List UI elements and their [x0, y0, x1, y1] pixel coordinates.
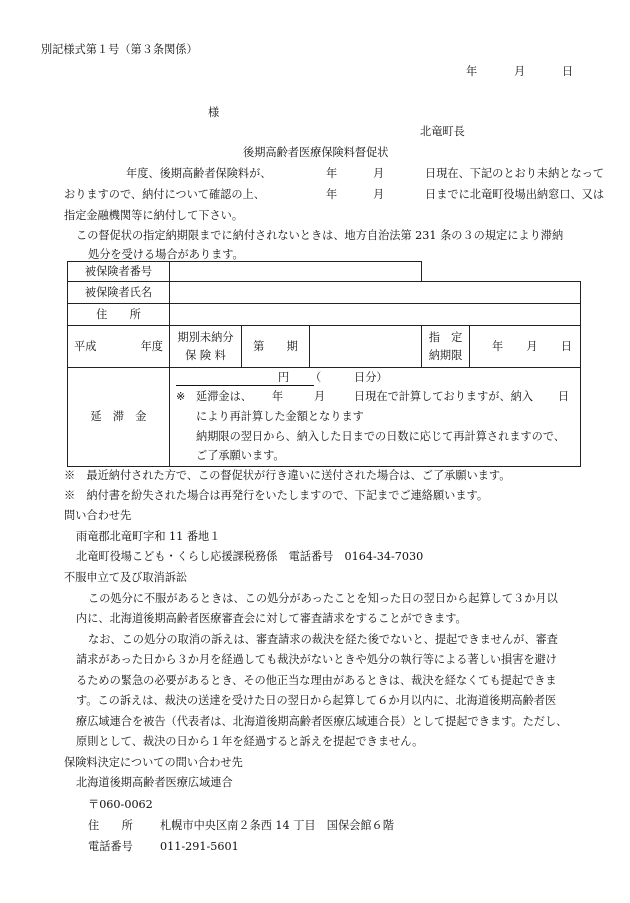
heisei-label: 平成 — [74, 339, 97, 353]
designated-due-label — [422, 326, 470, 368]
late-note-mark: ※ — [176, 390, 186, 403]
premium-contact-address: 札幌市中央区南２条西 14 丁目 国保会館６階 — [160, 819, 394, 832]
unpaid-premium-label — [170, 326, 242, 368]
form-number: 別記様式第１号（第３条関係） — [41, 43, 198, 56]
late-fee-yen: 円 — [278, 371, 290, 384]
address-label: 住 所 — [68, 304, 170, 326]
late-note-month: 月 — [314, 390, 326, 403]
designated-due-label-1: 指 定 — [428, 330, 463, 344]
insured-name-value — [170, 282, 581, 304]
late-fee-paren: （ — [310, 371, 322, 384]
date-year-label: 年 — [466, 65, 478, 78]
appeal-p1-line1: この処分に不服があるときは、この処分があったことを知った日の翌日から起算して３か月以 — [88, 592, 558, 605]
premium-contact-address-label: 住 所 — [88, 819, 133, 832]
premium-contact-phone: 011-291-5601 — [160, 840, 239, 853]
intro-line3: 指定金融機関等に納付して下さい。 — [64, 209, 244, 222]
delinquency-notice-line1: この督促状の指定納期限までに納付されないときは、地方自治法第 231 条の３の規定により滞納 — [76, 229, 564, 242]
contact-heading: 問い合わせ先 — [64, 509, 132, 522]
note-recent-payment: ※ 最近納付された方で、この督促状が行き違いに送付された場合は、ご了承願います。 — [64, 469, 511, 482]
fiscal-year-cell — [68, 326, 170, 368]
fiscal-year-label: 年度 — [140, 339, 163, 353]
addressee-honorific: 様 — [208, 106, 220, 119]
document-title: 後期高齢者医療保険料督促状 — [243, 146, 389, 159]
period-amount — [310, 326, 422, 368]
appeal-heading: 不服申立て及び取消訴訟 — [64, 571, 188, 584]
issuer-name: 北竜町長 — [420, 125, 465, 138]
insured-number-value — [170, 262, 422, 282]
intro-line2-b: 日までに北竜町役場出納窓口、又は — [425, 188, 605, 201]
contact-office: 北竜町役場こども・くらし応援課税務係 電話番号 0164-34-7030 — [76, 550, 424, 563]
insured-number-label: 被保険者番号 — [68, 262, 170, 282]
appeal-p2-line1: なお、この処分の取消の訴えは、審査請求の裁決を経た後でないと、提起できませんが、審査 — [88, 633, 558, 646]
delinquency-notice-line2: 処分を受ける場合があります。 — [88, 248, 244, 261]
appeal-p2-line3: るための緊急の必要があるとき、その他正当な理由があるときは、裁決を経なくても提起できま — [76, 674, 557, 687]
premium-contact-postal: 〒060-0062 — [88, 798, 153, 811]
insured-name-label: 被保険者氏名 — [68, 282, 170, 304]
intro-line2-a: おりますので、納付について確認の上、 — [64, 188, 265, 201]
late-note-day: 日 — [558, 390, 570, 403]
appeal-p2-line2: 請求があった日から３か月を経過しても裁決がないときや処分の執行等による著しい損害を避け — [76, 653, 557, 666]
period-label: 第 期 — [242, 326, 310, 368]
due-month-label: 月 — [526, 339, 538, 353]
intro-line1-year: 年 — [326, 167, 338, 180]
date-month-label: 月 — [514, 65, 526, 78]
late-fee-days: 日分） — [354, 371, 388, 384]
appeal-p1-line2: 内に、北海道後期高齢者医療審査会に対して審査請求をすることができます。 — [76, 612, 467, 625]
intro-line1-b: 日現在、下記のとおり未納となって — [425, 167, 605, 180]
note-lost-slip: ※ 納付書を紛失された場合は再発行をいたしますので、下記までご連絡願います。 — [64, 489, 489, 502]
late-note-a: 延滞金は、 — [196, 390, 252, 403]
intro-line2-month: 月 — [373, 188, 385, 201]
date-day-label: 日 — [562, 65, 574, 78]
unpaid-premium-label-2: 保 険 料 — [185, 348, 226, 362]
intro-line1-month: 月 — [373, 167, 385, 180]
appeal-p2-line4: す。この訴えは、裁決の送達を受けた日の翌日から起算して６か月以内に、北海道後期高齢者医 — [76, 694, 557, 707]
intro-line1-a: 年度、後期高齢者保険料が、 — [126, 167, 272, 180]
late-note-line3: 納期限の翌日から、納入した日までの日数に応じて再計算されますので、 — [196, 430, 565, 443]
blank-corner — [422, 262, 581, 282]
unpaid-premium-label-1: 期別未納分 — [177, 330, 234, 344]
due-day-label: 日 — [560, 339, 572, 353]
late-note-year: 年 — [272, 390, 284, 403]
late-fee-label: 延 滞 金 — [68, 368, 170, 467]
due-year-label: 年 — [492, 339, 504, 353]
premium-contact-phone-label: 電話番号 — [88, 840, 133, 853]
late-note-line4: ご了承願います。 — [196, 449, 285, 462]
address-value — [170, 304, 581, 326]
contact-address: 雨竜郡北竜町字和 11 番地１ — [76, 530, 221, 543]
late-fee-amount-line — [176, 372, 314, 386]
appeal-p2-line5: 療広域連合を被告（代表者は、北海道後期高齢者医療広域連合長）として提起できます。ただし、 — [76, 715, 568, 728]
late-note-b: 日現在で計算しておりますが、納入 — [354, 390, 534, 403]
due-date-cell — [470, 326, 581, 368]
designated-due-label-2: 納期限 — [428, 348, 463, 362]
late-fee-detail — [170, 368, 581, 467]
late-note-line2: により再計算した金額となります — [196, 410, 364, 423]
premium-contact-org: 北海道後期高齢者医療広域連合 — [76, 776, 233, 789]
appeal-p2-line6: 原則として、裁決の日から１年を経過すると訴えを提起できません。 — [76, 735, 424, 748]
premium-form-table — [67, 261, 581, 467]
intro-line2-year: 年 — [326, 188, 338, 201]
premium-contact-heading: 保険料決定についての問い合わせ先 — [64, 756, 243, 769]
